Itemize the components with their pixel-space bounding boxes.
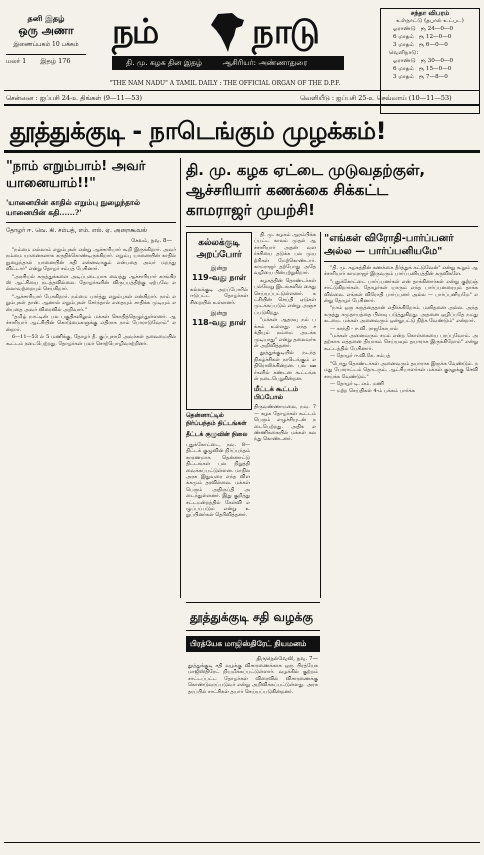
right-story-body [324,265,478,395]
rate-amount: ரூ 12—0—0 [418,34,452,40]
title-left: நம் [112,12,158,52]
paragraph: "நாம் ஒரு கருத்தைதான் எதிர்க்கிறோம். மனிதனை அல்ல. அந்த கருத்து சமுதாயத்தை பிளவு படுத்துகிறது. அதனை ஒழிப்பதே நமது கடமை. மக்கள் அனைவரும் ஒன்றுபட்டு நிற்க வேண்டும்" என்றார். [324,305,478,325]
price-box [6,14,86,74]
paragraph: — மற்ற செய்திகள் 4-ம் பக்கம் பார்க்க [330,388,415,395]
rate-period: 6 மாதம் [393,66,414,72]
domestic-rates [381,25,479,49]
center-story [254,232,316,598]
rate-amount: ரூ 30—0—0 [420,58,454,64]
india-map-icon [208,12,248,54]
kallakudi-day2-label: இன்று [210,310,228,318]
masthead-editor: ஆசிரியர்: அண்ணாதுரை [222,58,308,67]
paragraph: "நம்மை எல்லாம் எறும்புகள் என்று ஆச்சாரியார் கூறி இருக்கிறார். அவர் நம்மை யானைகளாக கருதிக்கொண்டிருக்கிறார். எறும்பு யானையின் காதில் நுழைந்தால் யானையின் கதி என்னவாகும் என்பதை அவர் மறந்து விட்டார்" என்று தோழர் சம்பத் பேசினார். [6,247,176,273]
banner-headline: தூத்துக்குடி - நாடெங்கும் முழக்கம்! [10,117,387,145]
volume-issue [6,54,86,66]
rate-period: ஓராண்டு [393,26,416,32]
center-sub-text: திருவண்ணாமலை, நவ. 7— கழக தோழர்கள் கூட்டம் பெரும் எழுச்சியுடன் நடைபெற்றது. அதிக எண்ணிக்கையில் மக்கள் கலந்து கொண்டனர். [254,404,316,443]
subscription-title: சந்தா விபரம் [410,9,450,17]
foreign-rates [381,57,479,81]
paragraph: "பொது தொண்டர்கள் அனைவரும் தயாராக இருக்க வேண்டும். நமது போராட்டம் தொடரும். ஆட்சியாளர்கள் மக்கள் குரலுக்கு செவி சாய்க்க வேண்டும்." [324,360,478,380]
rate-period: 3 மாதம் [393,74,414,80]
rate-amount: ரூ 7—8—0 [418,74,448,80]
dateline-right: வெளியீடு : ஐப்பசி 25-உ செவ்வாய் (10—11—53) [300,94,452,102]
center-story-body [254,232,316,382]
left-quote-headline: "நாம் எறும்பாம்! அவர் யானையாம்!!" [6,159,146,191]
masthead-strip [112,56,344,70]
main-headline [186,160,478,220]
paragraph: "மக்கள் அனைவரும் சமம் என்ற கொள்கையை பரப்புவோம். அதற்காக எத்தனை தியாகம் செய்யவும் தயாராக இருக்கிறோம்" என்று கூட்டத்தில் பேசினார். [324,333,478,352]
volume: மலர் 1 [6,57,27,65]
paragraph: "தமிழ் நாட்டின் பல பகுதிகளிலும் மக்கள் கொதித்தெழுந்துள்ளனர். ஆச்சாரியார் ஆட்சியின் கொடுமைகளுக்கு எதிராக நாம் போராடுவோம்" என்றார். [6,314,176,333]
paragraph: 6—11—53 ல் 5 மணிக்கு, தோழர் தீ. குப்புசாமி அவர்கள் தலைமையில் கூட்டம் நடைபெற்றது. தோழர்கள் பலர் சொற்பொழிவாற்றினர். [6,334,176,347]
bottom-headline-1: தூத்துக்குடி சதி வழக்கு [190,610,313,624]
kallakudi-day2: 118-வது நாள் [192,318,246,328]
kallakudi-day1: 119-வது நாள் [192,273,246,282]
right-story [324,232,478,832]
rate-amount: ரூ 24—0—0 [420,26,454,32]
foreign-rate-row [393,73,479,81]
bottom-headline-2-box [186,636,320,652]
pages-note: இணைப்பகம் 10 பக்கம் [13,41,79,48]
main-headline-line1: தி. மு. கழக ஏட்டை முடுவதற்குள், [186,161,426,179]
paragraph: கழகத்தின் தொண்டர்கள் பல்வேறு இடங்களில் கைது செய்யப்பட்டுள்ளனர். கட்சியின் செய்தி ஏடுகள் முடக்கப்படும் என்று அஞ்சப்படுகிறது. [254,277,316,316]
foreign-rate-row [393,57,479,65]
paragraph: — தோழர் டி. எம். மணி [330,380,384,387]
price-value: ஒரு அணா [18,24,74,37]
kallakudi-box [186,232,252,410]
rate-period: ஓராண்டு [393,58,416,64]
main-headline-line3: காமராஜர் முயற்சி! [186,201,315,219]
paragraph: — காந்தி - ஈ.வி. ராஜகோபால் [330,325,398,332]
title-right: நாடு [252,12,318,52]
issue-number: இதழ் 176 [40,57,71,65]
center-sub-headline: மீட்டக் கூட்டம் பிப்போல் [254,385,299,402]
newspaper-logo [112,12,344,56]
kallakudi-text: கல்லக்குடி அறப்போரில் ஈடுபட்ட தோழர்கள் சிறையில் உள்ளனர். [190,287,248,306]
domestic-rate-row [393,41,479,49]
paragraph: தி. மு. கழகம் ஆரம்பிக்கப்பட்ட காலம் முதல் ஆச்சாரியார் அதன் வளர்ச்சியை தடுக்க பல முயற்சிகள் மேற்கொண்டார். காமராஜர் தற்போது அதே வழியை பின்பற்றுகிறார். [254,232,316,277]
left-dateline: சேலம், நவ. 8— [131,238,172,244]
side-story-text: புதுக்கோட்டை, நவ. 8— திட்டக் குழுவின் நிர்ப்பந்தம் காரணமாக தென்னாட்டு திட்டங்கள் பல நிறுத்தி வைக்கப்பட்டுள்ளன. மாநில அரசு இதுவரை எந்த விளக்கமும் தரவில்லை. மக்கள் பெரும் அதிருப்தி அடைந்துள்ளனர். இது குறித்து சட்டமன்றத்தில் கேள்வி எழுப்பப்படும் என்று உறுப்பினர்கள் தெரிவித்தனர். [186,442,250,519]
bottom-story [188,656,318,826]
domestic-header: உள்நாட்டு (தபால் உட்பட) [396,18,464,24]
dateline-left: சென்னை : ஐப்பசி 24-உ திங்கள் (9—11—53) [6,94,143,102]
paragraph: "அரசியல் கருத்துக்களை அடிப்படையாக வைத்து ஆச்சாரியார் காங்கிரஸ் ஆட்சியை நடத்தவில்லை. தோழர்களின் விருப்பத்திற்கு ஏற்பவே எல்லாவற்றையும் செய்கிறார். [6,273,176,293]
paragraph: — தோழர் ஈ.வி.கே. சம்பத் [330,353,391,360]
bottom-headline-2: பிரத்யேக மாஜிஸ்திரேட் நியமனம் [190,639,307,648]
left-story [6,158,176,798]
paragraph: தூத்துக்குடியில் நடந்த நிகழ்ச்சிகள் நாடெங்கும் எதிரொலிக்கின்றன. பல ஊர்களில் கண்டன கூட்டங்கள் நடைபெறுகின்றன. [254,350,316,382]
rate-period: 3 மாதம் [393,42,414,48]
left-story-body [6,247,176,347]
foreign-header: வெளிநாடு: [389,50,419,56]
bottom-dateline: திருநெல்வேலி, நவ. 7— [256,656,318,662]
paragraph: "தி. மு. கழகத்தின் கணக்கை தீர்த்துக் கட்டுவேன்" என்று கூறும் ஆச்சாரியார் காமராஜர் இருவரும் பார்ப்பனியத்தின் கருவிகளே. [324,265,478,278]
masthead-subtitle: தி. மு. கழக தின இதழ் [126,58,203,67]
left-byline: தோழர் ஈ. வெ. கி. சம்பத், எம். எல். ஏ. அறைகூவல் [6,227,147,234]
english-tagline: "THE NAM NADU" A TAMIL DAILY : THE OFFICIAL ORGAN OF THE D.P.F. [109,80,341,87]
paragraph: "மக்கள் ஆதரவு நம் பக்கம் உள்ளது. எந்த சக்தியும் நம்மை அடக்க முடியாது" என்று தலைவர்கள் அறிவித்தனர். [254,317,316,349]
rate-amount: ரூ 15—0—0 [418,66,452,72]
price-label: தனி இதழ் [27,14,65,23]
rate-period: 6 மாதம் [393,34,414,40]
kallakudi-title: கல்லக்குடி அறப்போர் [196,238,242,260]
foreign-rate-row [393,65,479,73]
rate-amount: ரூ 6—0—0 [418,42,448,48]
right-story-headline: "எங்கள் விரோதி-பார்ப்பனர் அல்ல — பார்ப்பனியமே" [324,233,454,257]
paragraph: "ஆச்சாரியார் பேசுகிறார். நம்மை பார்த்து எறும்புகள் என்கிறார். நாம் எறும்புகள் தான். ஆனால் எறும்புகள் சேர்ந்தால் எதையும் சாதிக்க முடியும் என்பதை அவர் விரைவில் அறிவார்." [6,293,176,313]
domestic-rate-row [393,25,479,33]
bottom-text: தூத்துக்குடி சதி வழக்கு விசாரணைக்காக ஒரு பிரத்யேக மாஜிஸ்திரேட் நியமிக்கப்பட்டுள்ளார். வழக்கில் குற்றம் சாட்டப்பட்ட தோழர்கள் விரைவில் விசாரணைக்கு கொண்டுவரப்படுவர் என்று அறிவிக்கப்பட்டுள்ளது. அரசு தரப்பில் சாட்சிகள் தயார் செய்யப்படுகின்றனர். [188,663,318,695]
left-subhead: 'யானையின் காதில் எறும்பு நுழைந்தால் யானையின் கதி......?' [6,198,141,217]
side-story [186,412,250,598]
side-story-title: தென்னாட்டில் நிர்ப்பந்தம் திட்டங்கள் [186,412,247,427]
paragraph: "புதுக்கோட்டை பார்ப்பனர்கள் என் தாக்கினார்கள் என்று குற்றஞ் சாட்டுகிறார்கள். தோழர்கள் யாரும் எந்த பார்ப்பனரையும் தாக்கவில்லை. எங்கள் விரோதி பார்ப்பனர் அல்ல — பார்ப்பனியமே" என்று தோழர் பேசினார். [324,278,478,305]
domestic-rate-row [393,33,479,41]
kallakudi-day1-label: இன்று [210,265,228,272]
main-headline-line2: ஆச்சரியார் கணக்கை சிக்கட்ட [186,181,389,199]
side-story-subtitle: தீட்டக் குழுவின் நிலை [186,431,248,438]
